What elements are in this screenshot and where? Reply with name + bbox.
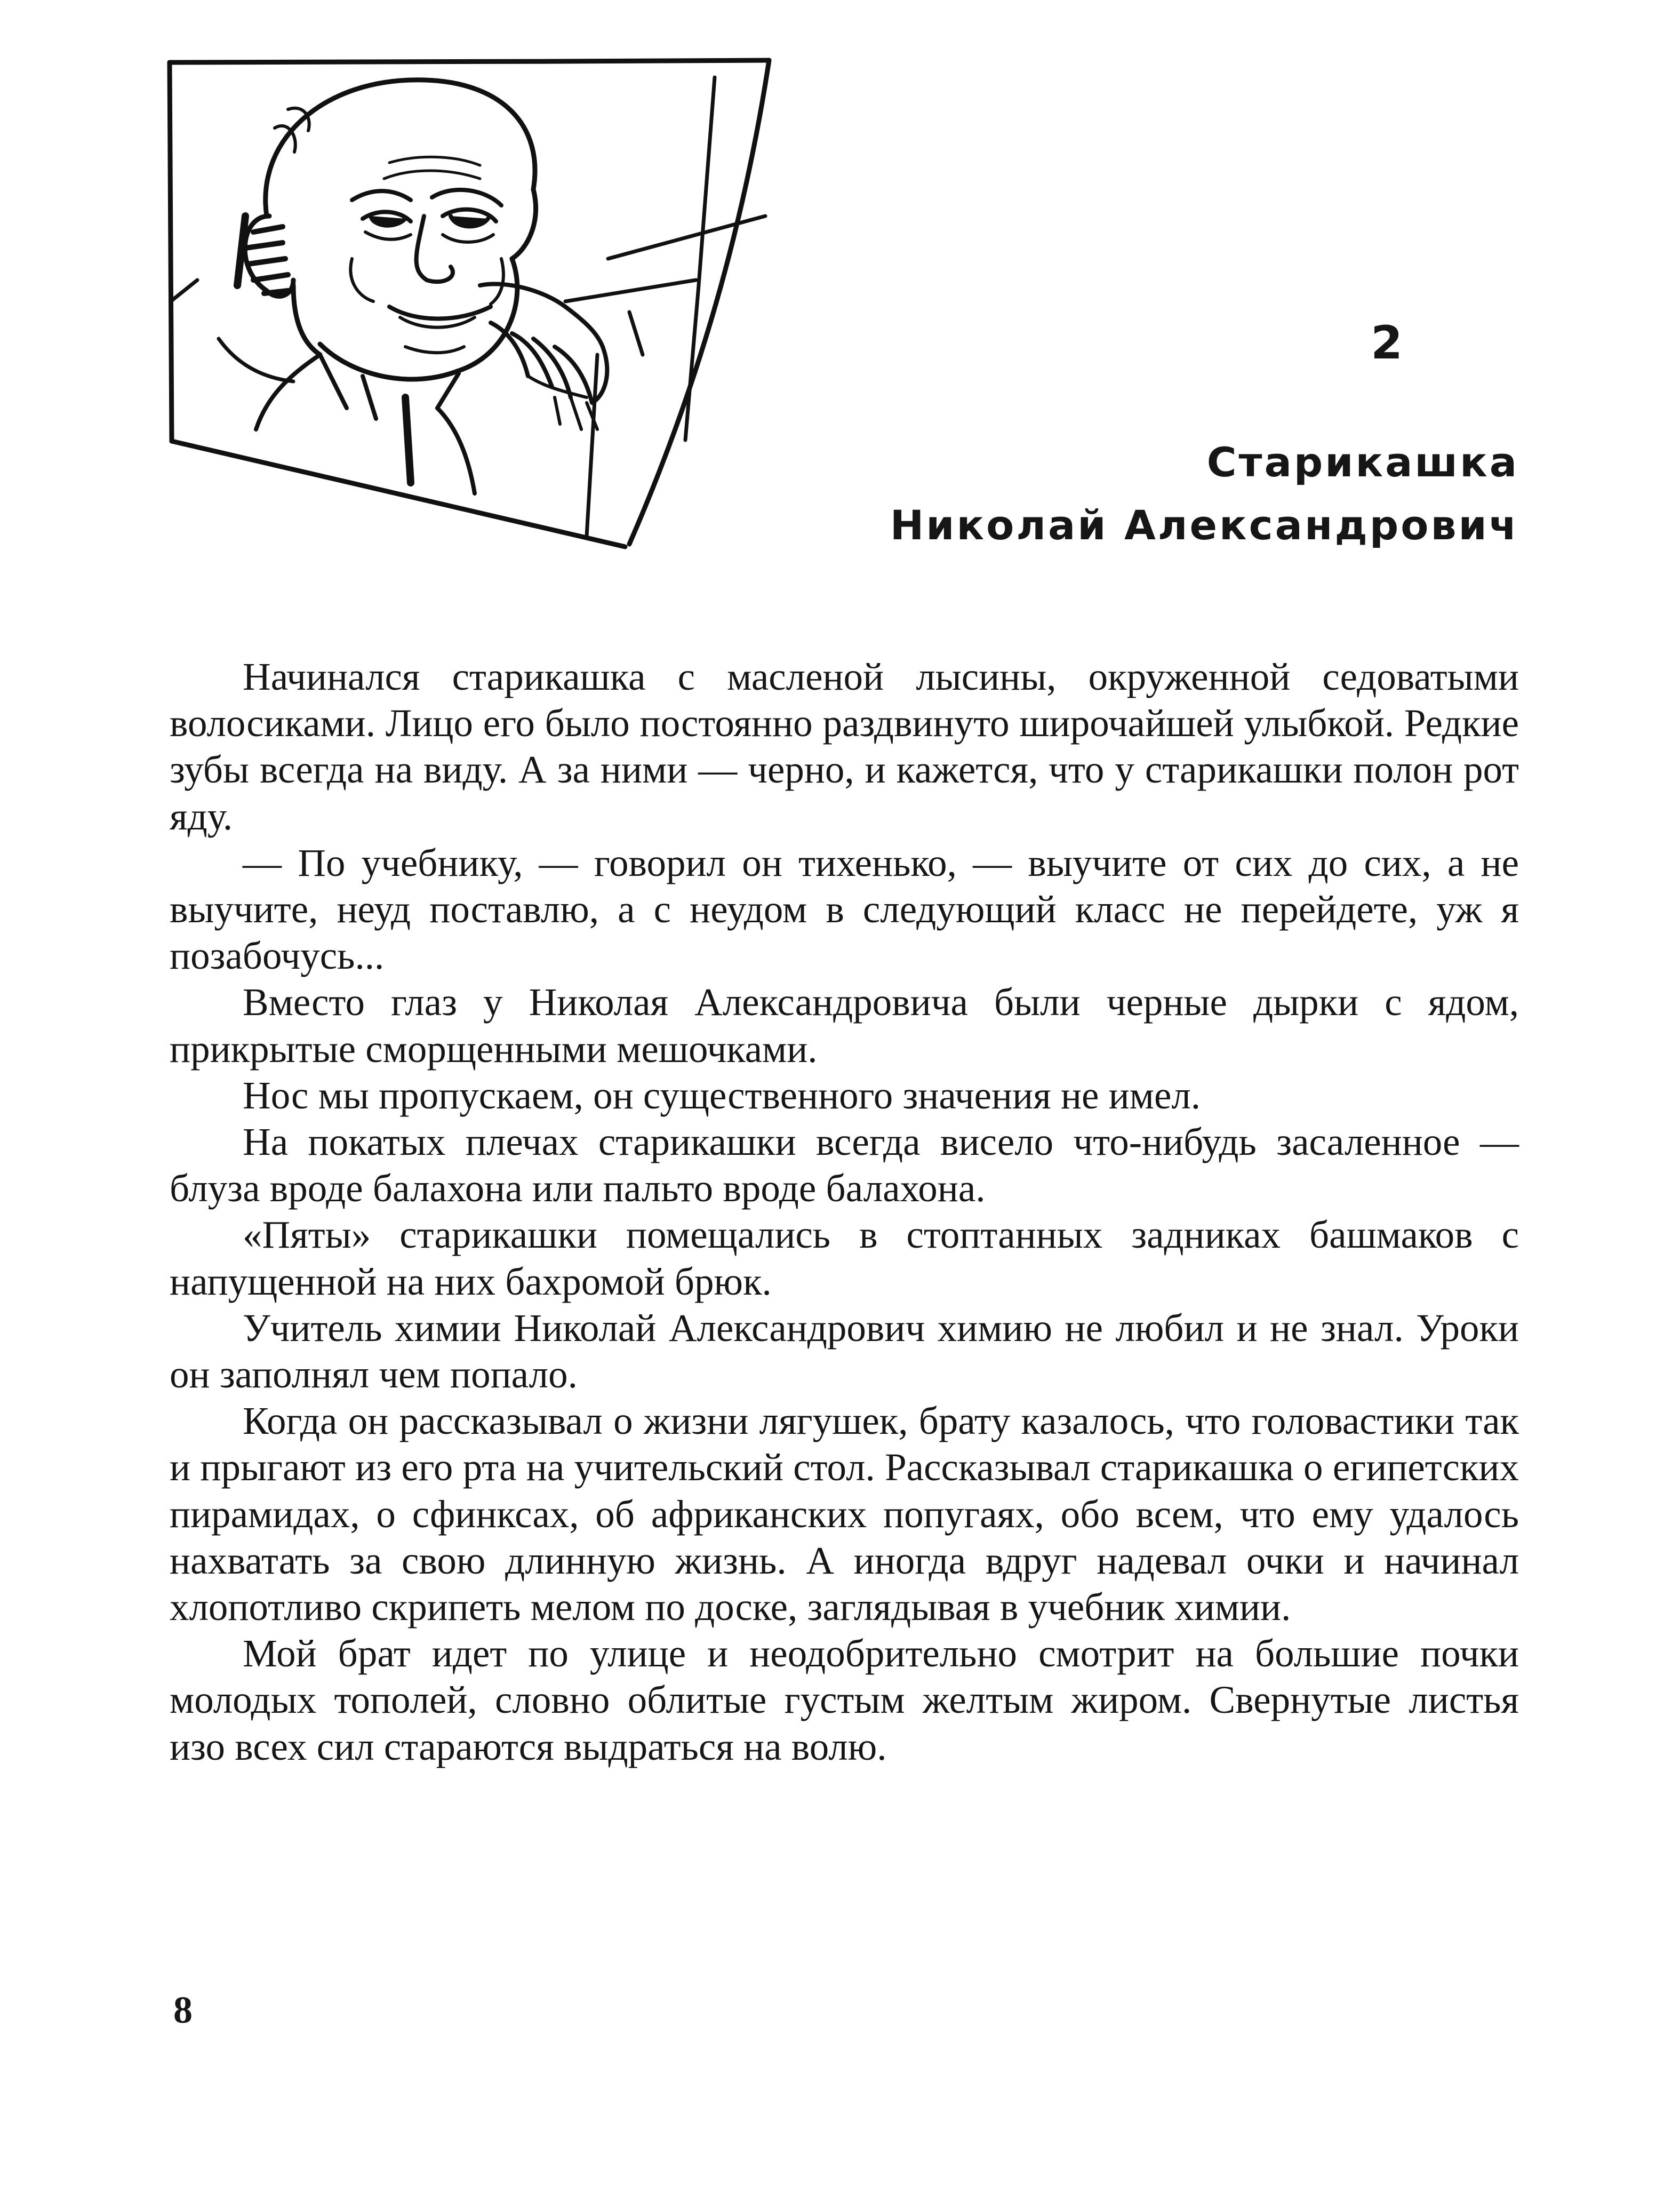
chapter-title-line-2: Николай Александрович xyxy=(890,501,1519,549)
paragraph: Учитель химии Николай Александрович химию не любил и не знал. Уроки он заполнял чем попало. xyxy=(170,1306,1519,1396)
chapter-title xyxy=(559,431,1519,557)
paragraph: На покатых плечах старикашки всегда висело что-нибудь засаленное — блуза вроде балахона или пальто вроде балахона. xyxy=(170,1120,1519,1210)
background-lines xyxy=(171,77,765,440)
chapter-number: 2 xyxy=(1371,316,1403,370)
paragraph: Когда он рассказывал о жизни лягушек, брату казалось, что головастики так и прыгают из его рта на учительский стол. Рассказывал старикашка о египетских пирамидах, о сфинксах, об африканских попугаях, обо всем, что ему удалось нахватать за свою длинную жизнь. А иногда вдруг надевал очки и начинал хлопотливо скрипеть мелом по доске, заглядывая в учебник химии. xyxy=(170,1399,1519,1629)
caricature-body xyxy=(256,284,607,536)
chapter-title-line-1: Старикашка xyxy=(1206,438,1519,486)
paragraph: Начинался старикашка с масленой лысины, окруженной седоватыми волосиками. Лицо его было постоянно раздвинуто широчайшей улыбкой. Редкие зубы всегда на виду. А за ними — черно, и кажется, что у старикашки полон рот яду. xyxy=(170,655,1519,838)
caricature-face xyxy=(350,157,503,353)
chapter-body-text xyxy=(170,653,1519,1770)
paragraph: Вместо глаз у Николая Александровича были черные дырки с ядом, прикрытые сморщенными мешочками. xyxy=(170,980,1519,1071)
page-number: 8 xyxy=(173,1989,193,2031)
paragraph: Мой брат идет по улице и неодобрительно смотрит на большие почки молодых тополей, словно облитые густым желтым жиром. Свернутые листья изо всех сил стараются выдраться на волю. xyxy=(170,1632,1519,1768)
paragraph: Нос мы пропускаем, он существенного значения не имел. xyxy=(243,1073,1201,1117)
paragraph: «Пяты» старикашки помещались в стоптанных задниках башмаков с напущенной на них бахромой брюк. xyxy=(170,1213,1519,1303)
caricature-head xyxy=(237,80,535,379)
paragraph: — По учебнику, — говорил он тихенько, — выучите от сих до сих, а не выучите, неуд поставлю, а с неудом в следующий класс не перейдете, уж я позабочусь... xyxy=(170,841,1519,978)
